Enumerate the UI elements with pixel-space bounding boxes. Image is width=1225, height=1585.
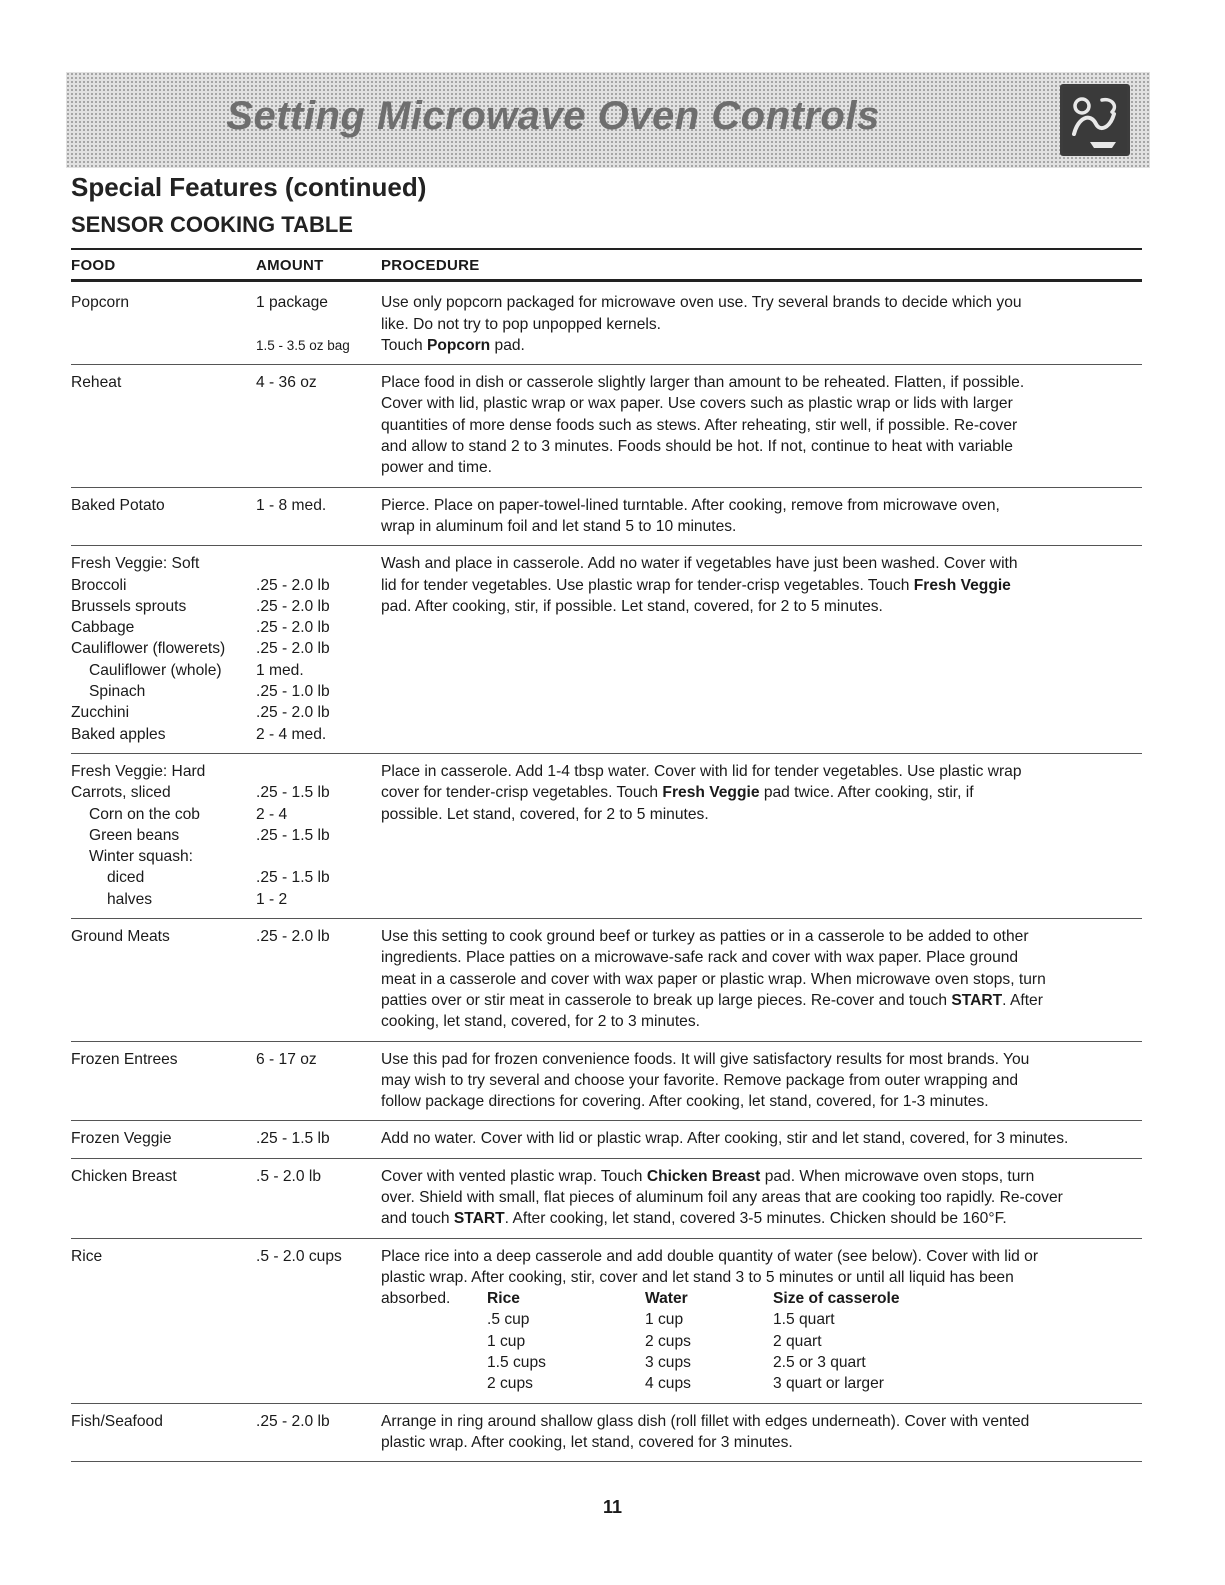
procedure-line: wrap in aluminum foil and let stand 5 to 10 minutes.	[381, 517, 737, 535]
table-row	[71, 754, 1142, 919]
food-cell	[71, 495, 256, 538]
rice-table-lead	[381, 1288, 487, 1394]
procedure-cell	[381, 1049, 1142, 1113]
food-cell	[71, 1049, 256, 1113]
procedure-line: like. Do not try to pop unpopped kernels.	[381, 315, 661, 333]
food-name: Cauliflower (whole)	[89, 661, 222, 679]
procedure-line: plastic wrap. After cooking, let stand, covered for 3 minutes.	[381, 1433, 793, 1451]
rice-table-header: Water	[645, 1290, 688, 1308]
subsection-title: SENSOR COOKING TABLE	[71, 212, 353, 237]
procedure-line: may wish to try several and choose your favorite. Remove package from outer wrapping and	[381, 1071, 1019, 1089]
table-row	[71, 1239, 1142, 1404]
food-name: Chicken Breast	[71, 1167, 177, 1185]
food-name: Baked apples	[71, 725, 166, 743]
food-name: Fresh Veggie: Soft	[71, 555, 200, 573]
food-name: Cauliflower (flowerets)	[71, 640, 226, 658]
rice-table-cell: 2 quart	[773, 1332, 822, 1350]
procedure-cell	[381, 1166, 1142, 1230]
amount-value: 4 - 36 oz	[256, 374, 317, 392]
table-row	[71, 919, 1142, 1041]
section-title: Special Features (continued)	[71, 172, 427, 202]
amount-value: .25 - 1.5 lb	[256, 869, 330, 887]
amount-cell	[256, 1049, 381, 1113]
rice-table-cell: 4 cups	[645, 1375, 691, 1393]
food-name: Reheat	[71, 374, 122, 392]
table-row	[71, 1159, 1142, 1239]
procedure-line: Wash and place in casserole. Add no water if vegetables have just been washed. Cover with	[381, 555, 1018, 573]
amount-cell	[256, 1128, 381, 1149]
amount-value: 1.5 - 3.5 oz bag	[256, 337, 350, 353]
amount-cell	[256, 495, 381, 538]
rice-table-cell: 1.5 cups	[487, 1354, 546, 1372]
page-number: 11	[602, 1497, 623, 1517]
amount-cell	[256, 372, 381, 478]
amount-value	[256, 314, 381, 335]
rice-table-cell: 1 cup	[487, 1332, 526, 1350]
amount-value: .25 - 2.0 lb	[256, 704, 330, 722]
procedure-cell	[381, 761, 1142, 910]
food-cell	[71, 553, 256, 745]
header-procedure: PROCEDURE	[381, 257, 480, 274]
amount-value: .25 - 2.0 lb	[256, 640, 330, 658]
procedure-line: plastic wrap. After cooking, stir, cover and let stand 3 to 5 minutes or until all liquid has been	[381, 1268, 1014, 1286]
procedure-line: cover for tender-crisp vegetables. Touch Fresh Veggie pad twice. After cooking, stir, if	[381, 784, 974, 802]
food-name: Rice	[71, 1247, 103, 1265]
food-name: Ground Meats	[71, 928, 170, 946]
food-name: Winter squash:	[89, 848, 194, 866]
amount-value: 2 - 4 med.	[256, 725, 327, 743]
food-name: diced	[107, 869, 145, 887]
food-cell	[71, 926, 256, 1032]
amount-value: 1 - 2	[256, 890, 288, 908]
procedure-line: absorbed.	[381, 1290, 451, 1308]
header-food: FOOD	[71, 257, 116, 274]
amount-cell	[256, 1166, 381, 1230]
procedure-line: over. Shield with small, flat pieces of aluminum foil any areas that are cooking too rapidly. Re-cover	[381, 1188, 1063, 1206]
procedure-line: and touch START. After cooking, let stand, covered 3-5 minutes. Chicken should be 160°F.	[381, 1210, 1007, 1228]
amount-value: .5 - 2.0 cups	[256, 1247, 342, 1265]
rice-table-header: Size of casserole	[773, 1290, 900, 1308]
food-cell	[71, 761, 256, 910]
food-name: Brussels sprouts	[71, 597, 187, 615]
procedure-line: pad. After cooking, stir, if possible. Let stand, covered, for 2 to 5 minutes.	[381, 597, 883, 615]
food-name: Fresh Veggie: Hard	[71, 762, 206, 780]
food-name: halves	[107, 890, 153, 908]
amount-cell	[256, 553, 381, 745]
food-name: Frozen Veggie	[71, 1130, 172, 1148]
rice-table-cell: 1.5 quart	[773, 1311, 835, 1329]
procedure-line: Place rice into a deep casserole and add double quantity of water (see below). Cover with lid or	[381, 1247, 1039, 1265]
table-row	[71, 488, 1142, 547]
procedure-cell	[381, 372, 1142, 478]
rice-table-cell: 3 cups	[645, 1354, 691, 1372]
procedure-line: power and time.	[381, 459, 492, 477]
procedure-cell	[381, 1246, 1142, 1395]
rice-table-cell: 2.5 or 3 quart	[773, 1354, 866, 1372]
amount-value: 6 - 17 oz	[256, 1050, 317, 1068]
food-name: Zucchini	[71, 704, 130, 722]
food-name	[71, 335, 256, 356]
procedure-line: quantities of more dense foods such as stews. After reheating, stir well, if possible. Re-cover	[381, 416, 1018, 434]
water-column	[645, 1288, 773, 1394]
food-cell	[71, 372, 256, 478]
table-body	[71, 282, 1142, 1462]
procedure-line: and allow to stand 2 to 3 minutes. Foods should be hot. If not, continue to heat with variable	[381, 438, 1013, 456]
food-name: Frozen Entrees	[71, 1050, 178, 1068]
amount-value	[256, 761, 381, 782]
food-name: Baked Potato	[71, 496, 165, 514]
amount-value: .25 - 2.0 lb	[256, 597, 330, 615]
procedure-line: Touch Popcorn pad.	[381, 336, 525, 354]
food-name: Green beans	[89, 826, 180, 844]
amount-cell	[256, 926, 381, 1032]
procedure-line: Use this pad for frozen convenience foods. It will give satisfactory results for most brands. You	[381, 1050, 1030, 1068]
procedure-line: meat in a casserole and cover with wax paper or plastic wrap. When microwave oven stops, turn	[381, 970, 1046, 988]
procedure-cell	[381, 553, 1142, 745]
sensor-cooking-table	[71, 248, 1142, 1462]
amount-value: 1 - 8 med.	[256, 496, 327, 514]
food-name: Fish/Seafood	[71, 1412, 163, 1430]
rice-table-header: Rice	[487, 1290, 520, 1308]
page-banner	[66, 72, 1150, 168]
procedure-line: Cover with lid, plastic wrap or wax paper. Use covers such as plastic wrap or lids with larger	[381, 395, 1013, 413]
procedure-line: Pierce. Place on paper-towel-lined turntable. After cooking, remove from microwave oven,	[381, 496, 1000, 514]
food-cell	[71, 1411, 256, 1454]
procedure-line: lid for tender vegetables. Use plastic wrap for tender-crisp vegetables. Touch Fresh Veggie	[381, 576, 1011, 594]
table-row	[71, 282, 1142, 365]
food-cell	[71, 1128, 256, 1149]
procedure-cell	[381, 1128, 1142, 1149]
amount-value	[256, 553, 381, 574]
table-row	[71, 546, 1142, 754]
amount-value	[256, 846, 381, 867]
food-name: Corn on the cob	[89, 805, 200, 823]
procedure-line: ingredients. Place patties on a microwave-safe rack and cover with wax paper. Place ground	[381, 949, 1019, 967]
food-cell	[71, 292, 256, 356]
amount-value: 2 - 4	[256, 805, 288, 823]
amount-value: .25 - 1.0 lb	[256, 683, 330, 701]
rice-water-table	[381, 1288, 1142, 1394]
procedure-line: patties over or stir meat in casserole to break up large pieces. Re-cover and touch START. After	[381, 991, 1043, 1009]
amount-value: .25 - 2.0 lb	[256, 619, 330, 637]
amount-cell	[256, 1411, 381, 1454]
procedure-line: Cover with vented plastic wrap. Touch Chicken Breast pad. When microwave oven stops, turn	[381, 1167, 1035, 1185]
microwave-cook-icon	[1060, 84, 1130, 156]
food-cell	[71, 1166, 256, 1230]
amount-value: .25 - 1.5 lb	[256, 1130, 330, 1148]
rice-table-cell: 3 quart or larger	[773, 1375, 884, 1393]
procedure-line: Use this setting to cook ground beef or turkey as patties or in a casserole to be added to other	[381, 928, 1029, 946]
amount-value: 1 package	[256, 294, 328, 312]
procedure-line: cooking, let stand, covered, for 2 to 3 minutes.	[381, 1013, 700, 1031]
food-name: Carrots, sliced	[71, 784, 171, 802]
rice-table-cell: 2 cups	[487, 1375, 533, 1393]
amount-value: 1 med.	[256, 661, 304, 679]
procedure-cell	[381, 1411, 1142, 1454]
casserole-size-column	[773, 1288, 1142, 1394]
procedure-cell	[381, 926, 1142, 1032]
rice-table-cell: 2 cups	[645, 1332, 691, 1350]
amount-cell	[256, 292, 381, 356]
amount-value: .25 - 2.0 lb	[256, 576, 330, 594]
table-header	[71, 248, 1142, 282]
amount-value: .25 - 1.5 lb	[256, 784, 330, 802]
amount-cell	[256, 1246, 381, 1395]
rice-column	[487, 1288, 645, 1394]
food-cell	[71, 1246, 256, 1395]
procedure-cell	[381, 495, 1142, 538]
rice-table-cell: 1 cup	[645, 1311, 684, 1329]
food-name	[71, 314, 256, 335]
amount-cell	[256, 761, 381, 910]
food-name: Spinach	[89, 683, 146, 701]
procedure-line: follow package directions for covering. After cooking, let stand, covered, for 1-3 minutes.	[381, 1093, 989, 1111]
food-name: Popcorn	[71, 294, 130, 312]
rice-table-cell: .5 cup	[487, 1311, 530, 1329]
table-row	[71, 1404, 1142, 1463]
food-name: Cabbage	[71, 619, 135, 637]
procedure-line: Place food in dish or casserole slightly larger than amount to be reheated. Flatten, if possible.	[381, 374, 1025, 392]
procedure-line: Use only popcorn packaged for microwave oven use. Try several brands to decide which you	[381, 294, 1022, 312]
header-amount: AMOUNT	[256, 257, 324, 274]
amount-value: .5 - 2.0 lb	[256, 1167, 322, 1185]
procedure-line: possible. Let stand, covered, for 2 to 5 minutes.	[381, 805, 709, 823]
procedure-line: Add no water. Cover with lid or plastic wrap. After cooking, stir and let stand, covered, for 3 minutes.	[381, 1130, 1069, 1148]
amount-value: .25 - 2.0 lb	[256, 1412, 330, 1430]
amount-value: .25 - 1.5 lb	[256, 826, 330, 844]
banner-title: Setting Microwave Oven Controls	[226, 94, 880, 138]
table-row	[71, 1042, 1142, 1122]
procedure-line: Place in casserole. Add 1-4 tbsp water. Cover with lid for tender vegetables. Use plastic wrap	[381, 762, 1022, 780]
food-name: Broccoli	[71, 576, 127, 594]
amount-value: .25 - 2.0 lb	[256, 928, 330, 946]
procedure-cell	[381, 292, 1142, 356]
table-row	[71, 365, 1142, 487]
table-row	[71, 1121, 1142, 1158]
procedure-line: Arrange in ring around shallow glass dish (roll fillet with edges underneath). Cover with vented	[381, 1412, 1030, 1430]
